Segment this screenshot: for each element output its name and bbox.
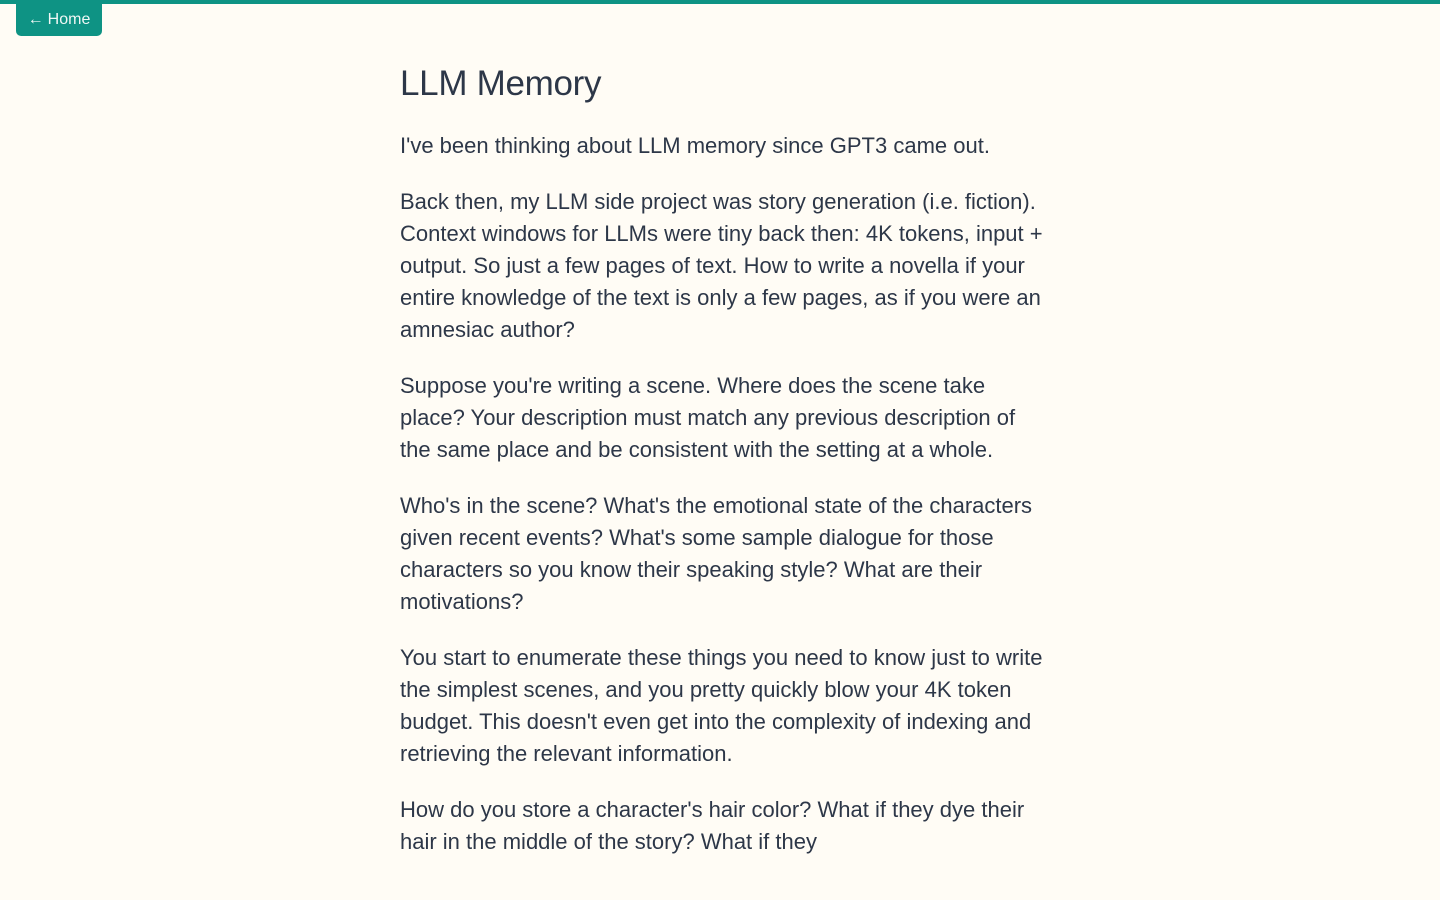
- paragraph: I've been thinking about LLM memory since GPT3 came out.: [400, 133, 990, 158]
- article: [400, 60, 1045, 882]
- back-arrow-icon: ←: [27, 10, 44, 28]
- paragraph: Suppose you're writing a scene. Where does the scene take place? Your description must match any previous description of the same place and be consistent with the setting at a whole.: [400, 373, 1016, 462]
- paragraph: You start to enumerate these things you need to know just to write the simplest scenes, and you pretty quickly blow your 4K token budget. This doesn't even get into the complexity of indexing and retrieving the relevant information.: [400, 645, 1043, 766]
- paragraph: How do you store a character's hair color? What if they dye their hair in the middle of the story? What if they: [400, 797, 1025, 854]
- page-title: LLM Memory: [400, 64, 602, 103]
- paragraph: Back then, my LLM side project was story generation (i.e. fiction). Context windows for LLMs were tiny back then: 4K tokens, input + output. So just a few pages of text. How to write a novella if your entire knowledge of the text is only a few pages, as if you were an amnesiac author?: [400, 189, 1043, 342]
- paragraph: Who's in the scene? What's the emotional state of the characters given recent events? What's some sample dialogue for those characters so you know their speaking style? What are their motivations?: [400, 493, 1033, 614]
- home-button[interactable]: [16, 0, 102, 36]
- home-button-label: Home: [47, 10, 91, 28]
- top-accent-bar: [0, 0, 1440, 4]
